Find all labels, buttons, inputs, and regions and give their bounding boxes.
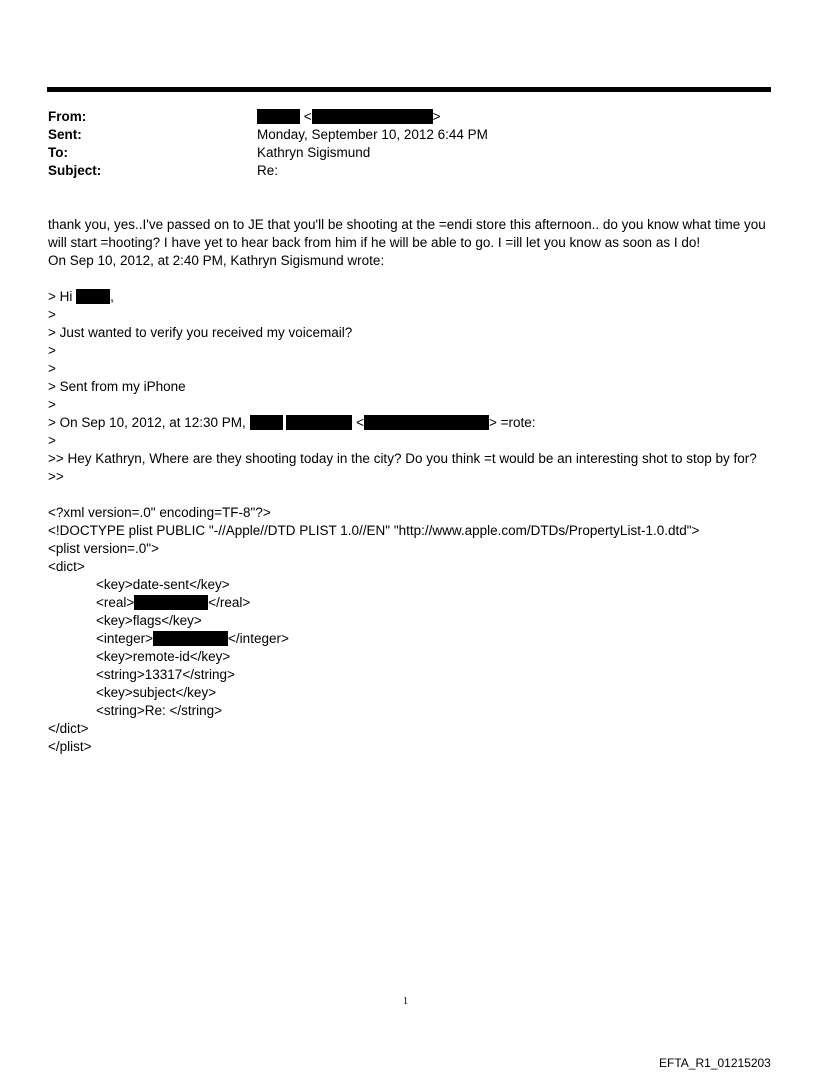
- from-angle-open: <: [303, 109, 312, 124]
- nested-quoted-line: >> Hey Kathryn, Where are they shooting today in the city? Do you think =t would be an interesting shot to stop by for?: [48, 451, 757, 466]
- quote-marker: >: [48, 361, 56, 376]
- xml-dict-open: <dict>: [48, 559, 85, 574]
- header-rule: [47, 87, 771, 92]
- quoted-greeting: [48, 289, 114, 305]
- xml-key-subject: <key>subject</key>: [96, 685, 217, 700]
- redaction-box: [312, 109, 433, 124]
- redaction-box: [250, 415, 283, 430]
- xml-plist-close: </plist>: [48, 739, 92, 754]
- page-number: 1: [403, 996, 408, 1007]
- redaction-box: [134, 595, 208, 610]
- xml-plist-open: <plist version=.0">: [48, 541, 159, 556]
- xml-dict-close: </dict>: [48, 721, 89, 736]
- to-label: To:: [48, 145, 68, 160]
- xml-real-value: [96, 595, 250, 611]
- greeting-text: > Hi: [48, 289, 77, 304]
- xml-integer-value: [96, 631, 289, 647]
- xml-key-date-sent: <key>date-sent</key>: [96, 577, 230, 592]
- xml-integer-open: <integer>: [96, 631, 154, 646]
- quote-marker: >: [48, 433, 56, 448]
- quote-marker: >: [48, 397, 56, 412]
- sent-label: Sent:: [48, 127, 82, 142]
- from-label: From:: [48, 109, 87, 124]
- from-value: [257, 109, 441, 125]
- quote-marker: >>: [48, 469, 64, 484]
- xml-string-remote-id: <string>13317</string>: [96, 667, 235, 682]
- xml-key-remote-id: <key>remote-id</key>: [96, 649, 231, 664]
- quote-marker: >: [48, 307, 56, 322]
- greeting-comma: ,: [110, 289, 114, 304]
- angle-open: <: [356, 415, 364, 430]
- xml-key-flags: <key>flags</key>: [96, 613, 202, 628]
- redaction-box: [286, 415, 352, 430]
- xml-declaration: <?xml version=.0" encoding=TF-8"?>: [48, 505, 271, 520]
- xml-integer-close: </integer>: [228, 631, 289, 646]
- xml-real-open: <real>: [96, 595, 135, 610]
- quote-marker: >: [48, 343, 56, 358]
- quoted-signature: > Sent from my iPhone: [48, 379, 186, 394]
- attribution-text: > On Sep 10, 2012, at 12:30 PM,: [48, 415, 246, 430]
- redaction-box: [76, 289, 110, 304]
- to-value: Kathryn Sigismund: [257, 145, 371, 160]
- sent-value: Monday, September 10, 2012 6:44 PM: [257, 127, 488, 142]
- attribution-end: > =rote:: [488, 415, 536, 430]
- redaction-box: [257, 109, 300, 124]
- xml-doctype: <!DOCTYPE plist PUBLIC "-//Apple//DTD PLIST 1.0//EN" "http://www.apple.com/DTDs/PropertyList-1.0.dtd">: [48, 523, 700, 538]
- body-text-line: thank you, yes..I've passed on to JE that you'll be shooting at the =endi store this afternoon.. do you know what time you: [48, 217, 766, 232]
- nested-quote-attribution: [48, 415, 536, 431]
- redaction-box: [364, 415, 489, 430]
- quote-attribution: On Sep 10, 2012, at 2:40 PM, Kathryn Sigismund wrote:: [48, 253, 385, 268]
- from-angle-close: >: [432, 109, 441, 124]
- body-text-line: will start =hooting? I have yet to hear back from him if he will be able to go. I =ill let you know as soon as I do!: [48, 235, 701, 250]
- xml-real-close: </real>: [208, 595, 251, 610]
- subject-value: Re:: [257, 163, 279, 178]
- document-id: EFTA_R1_01215203: [659, 1056, 771, 1070]
- redaction-box: [153, 631, 228, 646]
- subject-label: Subject:: [48, 163, 102, 178]
- quoted-line: > Just wanted to verify you received my voicemail?: [48, 325, 353, 340]
- xml-string-subject: <string>Re: </string>: [96, 703, 223, 718]
